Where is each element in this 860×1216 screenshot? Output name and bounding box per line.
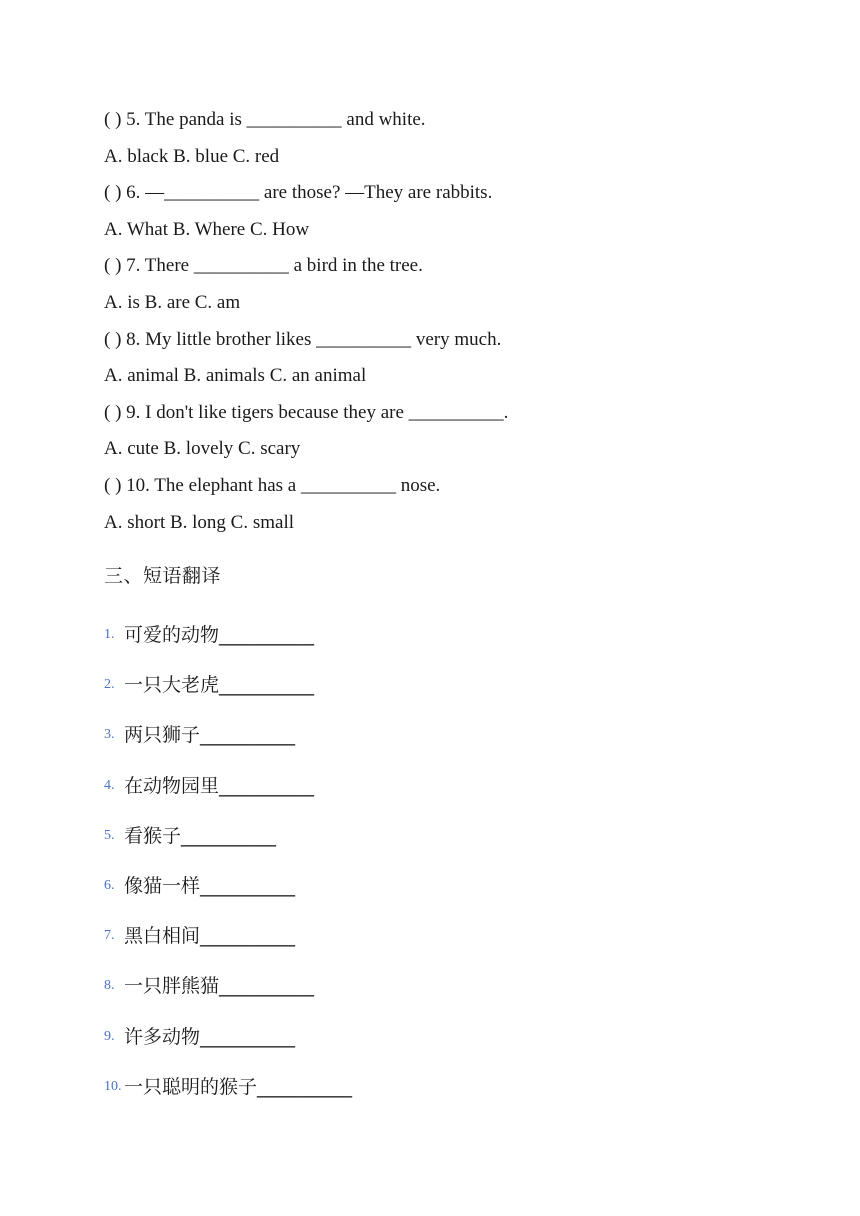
translation-item [104, 961, 804, 1011]
translation-item [104, 660, 804, 710]
multiple-choice-section [104, 102, 804, 541]
translation-item [104, 911, 804, 961]
translation-item [104, 811, 804, 861]
item-number: 9. [104, 1028, 115, 1044]
item-number: 1. [104, 627, 115, 643]
question-6: ( ) 6. —__________ are those? —They are rabbits. [104, 182, 493, 204]
item-text: 黑白相间__________ [124, 925, 296, 948]
item-number: 6. [104, 878, 115, 894]
item-text: 两只狮子__________ [124, 724, 296, 747]
question-10-options: A. short B. long C. small [104, 511, 295, 533]
translation-item [104, 610, 804, 660]
item-text: 一只大老虎__________ [124, 674, 315, 697]
item-text: 一只胖熊猫__________ [124, 975, 315, 998]
question-5-options: A. black B. blue C. red [104, 145, 280, 167]
translation-item [104, 1012, 804, 1062]
question-6-options: A. What B. Where C. How [104, 218, 310, 240]
item-text: 看猴子__________ [124, 824, 277, 847]
item-number: 3. [104, 727, 115, 743]
question-9-options: A. cute B. lovely C. scary [104, 438, 301, 460]
question-8: ( ) 8. My little brother likes __________ very much. [104, 328, 502, 350]
item-text: 一只聪明的猴子__________ [124, 1075, 353, 1098]
question-10: ( ) 10. The elephant has a __________ nose. [104, 474, 441, 496]
translation-list [104, 610, 804, 1112]
translation-item [104, 761, 804, 811]
item-number: 5. [104, 827, 115, 843]
item-text: 像猫一样__________ [124, 875, 296, 898]
question-5: ( ) 5. The panda is __________ and white. [104, 109, 426, 130]
translation-item [104, 861, 804, 911]
item-number: 2. [104, 677, 115, 693]
question-7-options: A. is B. are C. am [104, 291, 241, 313]
item-text: 在动物园里__________ [124, 774, 315, 797]
item-number: 7. [104, 928, 115, 944]
question-9: ( ) 9. I don't like tigers because they are __________. [104, 401, 509, 423]
item-number: 4. [104, 777, 115, 793]
translation-item [104, 1062, 804, 1112]
item-number: 8. [104, 978, 115, 994]
item-text: 许多动物__________ [124, 1025, 296, 1048]
item-number: 10. [104, 1078, 122, 1094]
item-text: 可爱的动物__________ [124, 624, 315, 647]
question-8-options: A. animal B. animals C. an animal [104, 365, 367, 387]
translation-item [104, 710, 804, 760]
question-7: ( ) 7. There __________ a bird in the tree. [104, 255, 423, 277]
section-title: 三、短语翻译 [104, 565, 222, 587]
